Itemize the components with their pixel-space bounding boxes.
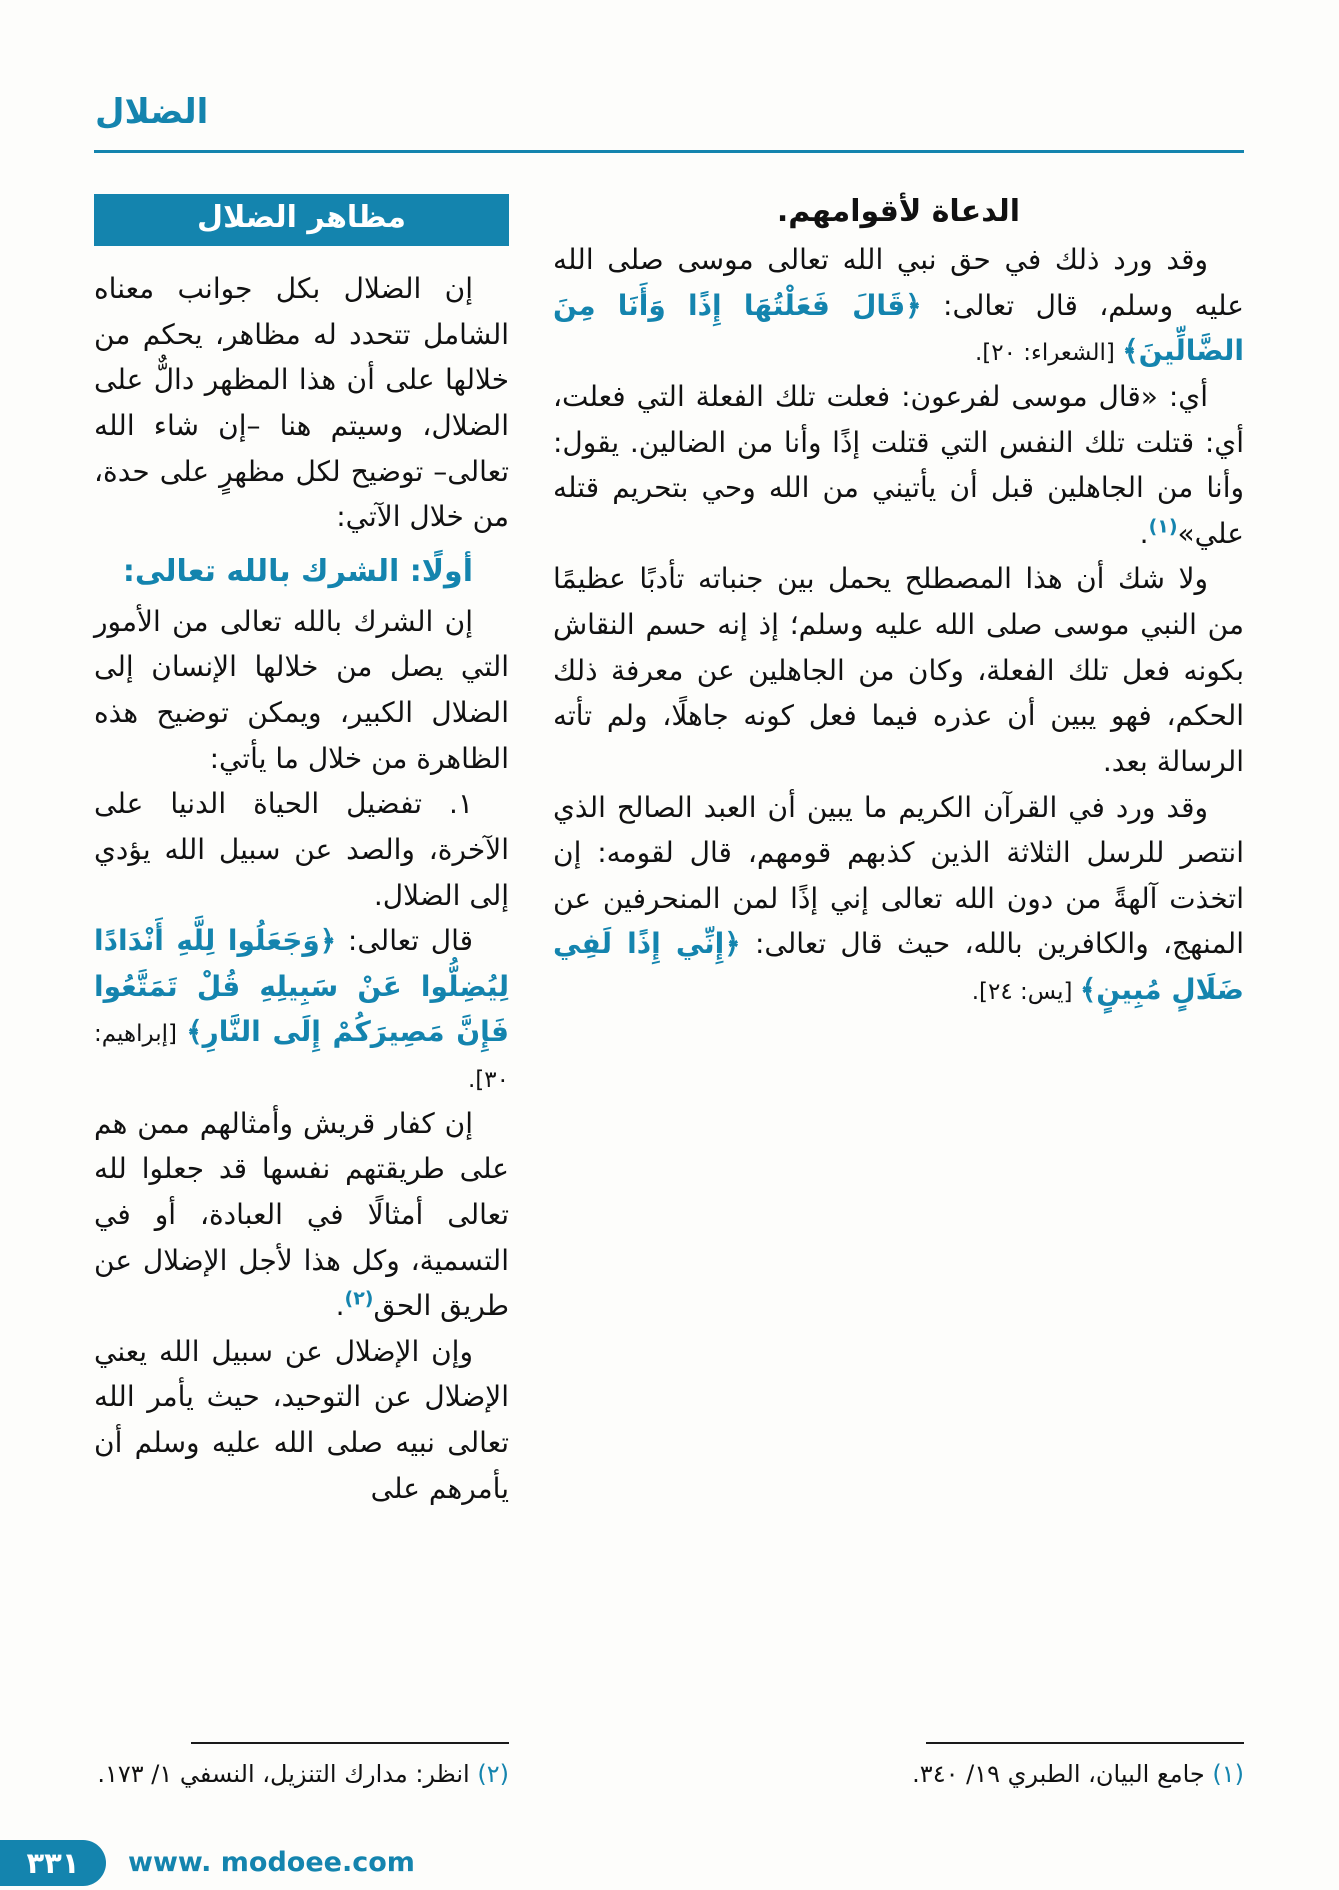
section-title-box: مظاهر الضلال	[94, 194, 509, 246]
paragraph-text: إن كفار قريش وأمثالهم ممن هم على طريقتهم نفسها قد جعلوا لله تعالى أمثالًا في العبادة، أو في التسمية، وكل هذا لأجل الإضلال عن طريق الحق	[94, 1106, 509, 1323]
paragraph-text: .	[335, 1289, 345, 1323]
paragraph: وإن الإضلال عن سبيل الله يعني الإضلال عن التوحيد، حيث يأمر الله تعالى نبيه صلى الله عليه وسلم أن يأمرهم على	[94, 1334, 509, 1505]
section-heading: الدعاة لأقوامهم.	[776, 194, 1021, 229]
verse-reference: [يس: ٢٤].	[971, 979, 1080, 1005]
footnote-body: انظر: مدارك التنزيل، النسفي ١/ ١٧٣.	[97, 1760, 470, 1788]
quran-verse: ﴿وَجَعَلُوا لِلَّهِ أَنْدَادًا لِيُضِلُّوا عَنْ سَبِيلِهِ قُلْ تَمَتَّعُوا فَإِنَّ مَصِيرَكُمْ إِلَى النَّارِ﴾	[94, 924, 509, 1049]
page-header-title: الضلال	[95, 92, 209, 132]
paragraph-text: قال تعالى:	[336, 924, 473, 958]
quran-verse: ﴿قَالَ فَعَلْتُهَا إِذًا وَأَنَا مِنَ الضَّالِّينَ﴾	[553, 288, 1244, 368]
footnote-text	[553, 1756, 1244, 1792]
paragraph-text: .	[1139, 516, 1149, 550]
right-column	[553, 194, 1244, 1013]
quran-verse: ﴿إِنِّي إِذًا لَفِي ضَلَالٍ مُبِينٍ﴾	[553, 927, 1244, 1006]
paragraph: ١. تفضيل الحياة الدنيا على الآخرة، والصد عن سبيل الله يؤدي إلى الضلال.	[94, 787, 509, 912]
paragraph: إن الضلال بكل جوانب معناه الشامل تتحدد له مظاهر، يحكم من خلالها على أن هذا المظهر دالٌّ على الضلال، وسيتم هنا –إن شاء الله تعالى– توضيح لكل مظهرٍ على حدة، من خلال الآتي:	[94, 272, 509, 534]
footnotes	[94, 1742, 1244, 1792]
content-columns	[94, 194, 1244, 1511]
footnote-number: (٢)	[477, 1760, 509, 1788]
paragraph: إن الشرك بالله تعالى من الأمور التي يصل من خلالها الإنسان إلى الضلال الكبير، ويمكن توضيح هذه الظاهرة من خلال ما يأتي:	[94, 604, 509, 775]
footnote-rule	[191, 1742, 509, 1744]
footnote-text	[94, 1756, 509, 1792]
footnote-marker: (١)	[1148, 515, 1178, 538]
verse-reference: [الشعراء: ٢٠].	[974, 340, 1123, 367]
footnote-rule	[926, 1742, 1244, 1744]
website-url: www. modoee.com	[128, 1847, 415, 1878]
paragraph	[94, 1101, 509, 1329]
paragraph-text: وقد ورد في القرآن الكريم ما يبين أن العبد الصالح الذي انتصر للرسل الثلاثة الذين كذبهم قومهم، قال لقومه: إن اتخذت آلهةً من دون الله تعالى إني إذًا لمن المنحرفين عن المنهج، والكافرين بالله، حيث قال تعالى:	[553, 790, 1244, 961]
left-column	[94, 194, 509, 1511]
paragraph	[553, 785, 1244, 1013]
footnote-marker: (٢)	[344, 1287, 374, 1310]
footnote-number: (١)	[1212, 1760, 1244, 1788]
subsection-heading: أولًا: الشرك بالله تعالى:	[122, 553, 473, 589]
header-rule	[94, 150, 1244, 153]
paragraph-text: أي: «قال موسى لفرعون: فعلت تلك الفعلة التي فعلت، أي: قتلت تلك النفس التي قتلت إذًا وأنا من الضالين. يقول: وأنا من الجاهلين قبل أن يأتيني من الله وحي بتحريم قتله علي»	[553, 379, 1244, 550]
footnote-body: جامع البيان، الطبري ١٩/ ٣٤٠.	[912, 1760, 1205, 1788]
paragraph: ولا شك أن هذا المصطلح يحمل بين جنباته تأدبًا عظيمًا من النبي موسى صلى الله عليه وسلم؛ إذ إنه حسم النقاش بكونه فعل تلك الفعلة، وكان من الجاهلين عن معرفة ذلك الحكم، فهو يبين أن عذره فيما فعل كونه جاهلًا، ولم تأته الرسالة بعد.	[553, 562, 1244, 778]
paragraph-text: وقد ورد ذلك في حق نبي الله تعالى موسى صلى الله عليه وسلم، قال تعالى:	[553, 243, 1244, 322]
paragraph	[553, 374, 1244, 557]
paragraph	[553, 237, 1244, 374]
page-number-badge: ٣٣١	[0, 1840, 106, 1886]
footnote-2	[94, 1742, 509, 1792]
footnote-1	[553, 1742, 1244, 1792]
verse-reference: [إبراهيم: ٣٠].	[94, 1021, 509, 1093]
paragraph	[94, 918, 509, 1101]
